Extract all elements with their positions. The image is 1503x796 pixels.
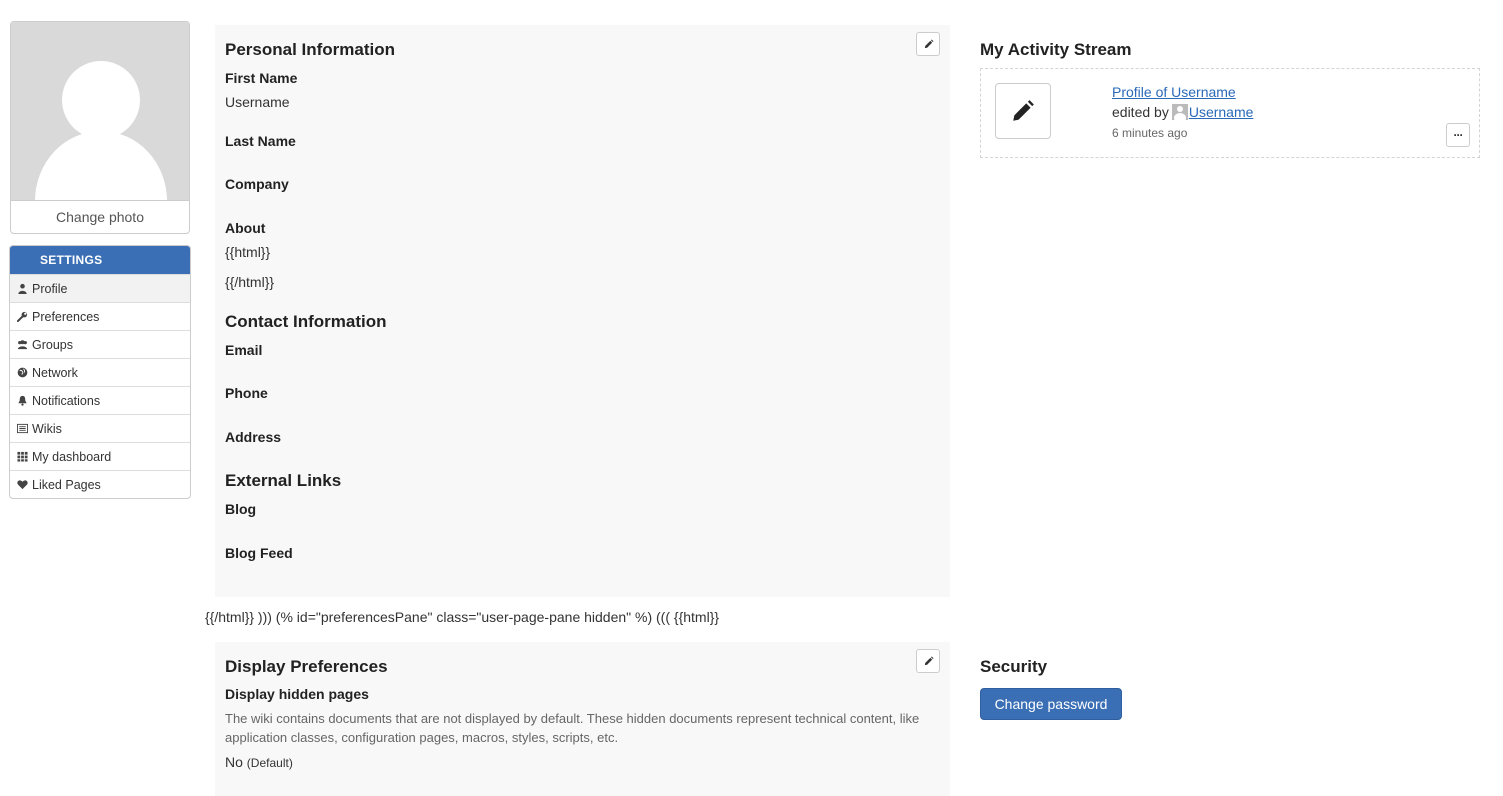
default-marker: (Default): [246, 756, 293, 770]
sidebar-item-label: Groups: [32, 337, 73, 352]
activity-page-link[interactable]: Profile of Username: [1112, 84, 1236, 100]
display-hidden-pages-description: The wiki contains documents that are not displayed by default. These hidden documents represent technical content, like application classes, configuration pages, macros, styles, scripts, etc.: [225, 711, 920, 745]
sidebar-item-profile[interactable]: [10, 274, 190, 302]
raw-markup-text: {{/html}} ))) (% id="preferencesPane" class="user-page-pane hidden" %) ((( {{html}}: [205, 609, 720, 625]
personal-info-panel: [215, 25, 950, 597]
list-icon: [17, 423, 28, 434]
sidebar-item-preferences[interactable]: [10, 302, 190, 330]
security-title: Security: [980, 657, 1048, 676]
change-password-button[interactable]: Change password: [980, 688, 1122, 720]
users-icon: [17, 339, 28, 350]
user-icon: [17, 283, 28, 294]
sidebar-item-notifications[interactable]: [10, 386, 190, 414]
heart-icon: [17, 479, 28, 490]
about-value-line-1: {{html}}: [225, 244, 271, 260]
sidebar-item-label: Liked Pages: [32, 477, 101, 492]
first-name-label: First Name: [225, 70, 298, 86]
edit-personal-info-button[interactable]: [916, 32, 940, 56]
last-name-label: Last Name: [225, 133, 296, 149]
bell-icon: [17, 395, 28, 406]
profile-avatar-card: [10, 21, 190, 234]
activity-edit-icon-box: [995, 83, 1051, 139]
address-label: Address: [225, 429, 282, 445]
first-name-value: Username: [225, 94, 290, 110]
about-value-line-2: {{/html}}: [225, 274, 275, 290]
sidebar-item-groups[interactable]: [10, 330, 190, 358]
sidebar-item-my-dashboard[interactable]: [10, 442, 190, 470]
more-actions-button[interactable]: ···: [1446, 123, 1470, 147]
edited-by-text: edited by: [1112, 104, 1169, 120]
sidebar-item-label: My dashboard: [32, 449, 112, 464]
sidebar-item-label: Notifications: [32, 393, 101, 408]
display-hidden-pages-label: Display hidden pages: [225, 686, 369, 702]
avatar-placeholder-head: [62, 61, 140, 139]
sidebar-item-label: Wikis: [32, 421, 62, 436]
wrench-icon: [17, 311, 28, 322]
sidebar-item-network[interactable]: [10, 358, 190, 386]
activity-stream-title: My Activity Stream: [980, 40, 1132, 59]
pencil-icon: [923, 39, 934, 50]
settings-header: SETTINGS: [10, 246, 190, 274]
edit-display-preferences-button[interactable]: [916, 649, 940, 673]
blog-feed-label: Blog Feed: [225, 545, 293, 561]
display-preferences-panel: [215, 642, 950, 796]
email-label: Email: [225, 342, 263, 358]
company-label: Company: [225, 176, 289, 192]
change-photo-button[interactable]: Change photo: [11, 200, 189, 233]
avatar-placeholder-body: [35, 131, 167, 200]
activity-edited-by: [1112, 104, 1253, 120]
blog-label: Blog: [225, 501, 257, 517]
contact-info-title: Contact Information: [225, 312, 387, 331]
activity-user-link[interactable]: Username: [1188, 104, 1254, 120]
settings-menu: [9, 245, 191, 499]
sidebar-item-wikis[interactable]: [10, 414, 190, 442]
grid-icon: [17, 451, 28, 462]
sidebar-item-label: Preferences: [32, 309, 100, 324]
sidebar-item-label: Profile: [32, 281, 68, 296]
user-avatar-icon: [1172, 104, 1188, 120]
display-hidden-pages-value: [225, 754, 293, 770]
pencil-icon: [923, 656, 934, 667]
external-links-title: External Links: [225, 471, 342, 490]
sidebar-item-liked-pages[interactable]: [10, 470, 190, 498]
avatar: [11, 22, 189, 200]
phone-label: Phone: [225, 385, 268, 401]
display-hidden-pages-setting: No: [225, 754, 243, 770]
display-preferences-title: Display Preferences: [225, 657, 388, 676]
activity-entry: [980, 68, 1480, 158]
about-label: About: [225, 220, 266, 236]
sidebar-item-label: Network: [32, 365, 78, 380]
pencil-icon: [1010, 98, 1036, 124]
personal-info-title: Personal Information: [225, 40, 396, 59]
globe-icon: [17, 367, 28, 378]
activity-timestamp: 6 minutes ago: [1112, 126, 1188, 140]
